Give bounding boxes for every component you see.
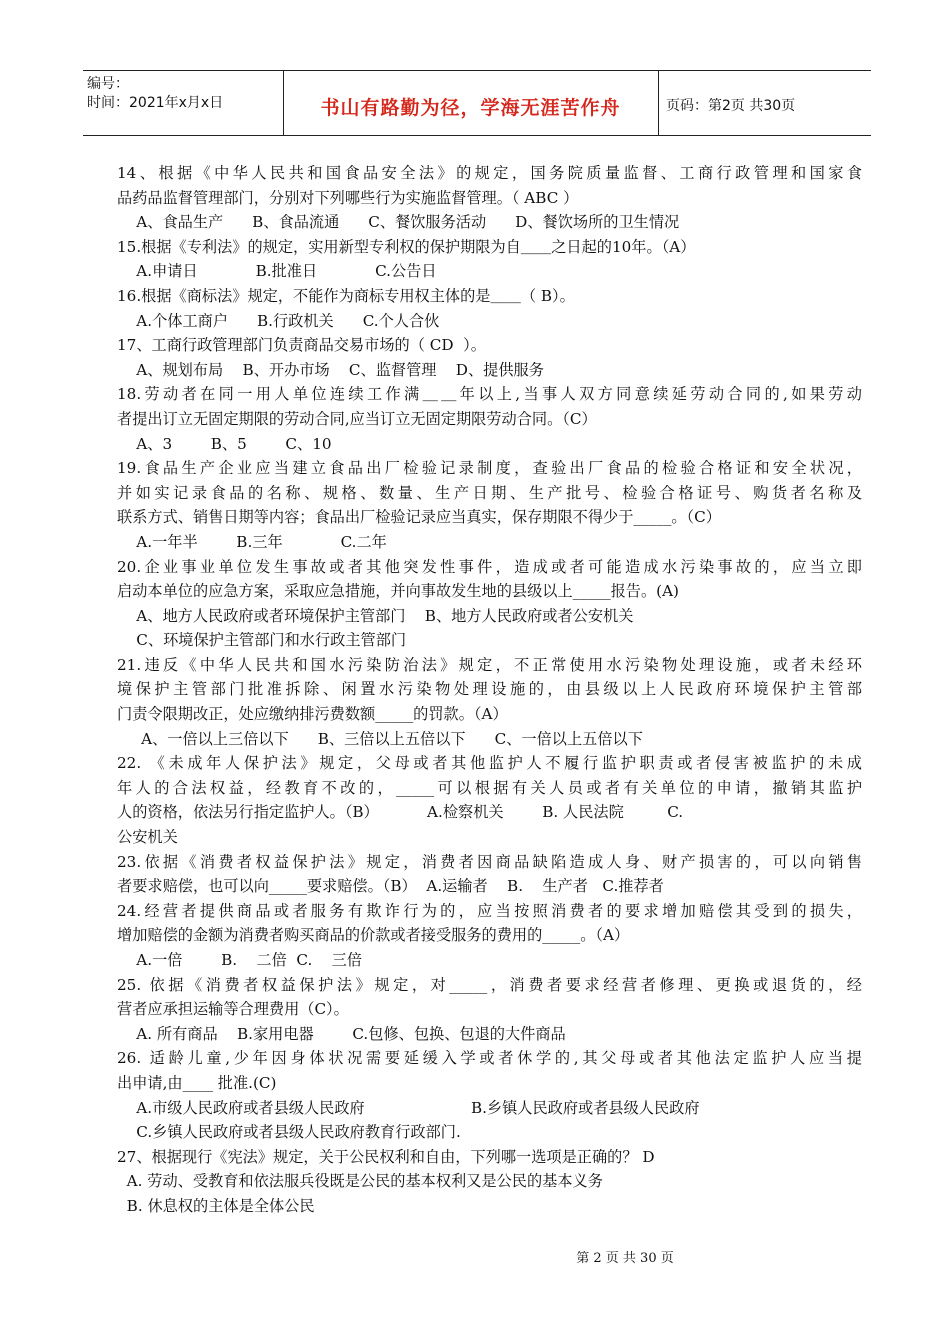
text-line: 并如实记录食品的名称、规格、数量、生产日期、生产批号、检验合格证号、购货者名称及 <box>117 483 862 502</box>
text-line: A、地方人民政府或者环境保护主管部门 B、地方人民政府或者公安机关 <box>117 606 634 625</box>
text-line: 24.经营者提供商品或者服务有欺诈行为的，应当按照消费者的要求增加赔偿其受到的损失， <box>117 901 862 920</box>
page-footer: 第 2 页 共 30 页 <box>576 1251 674 1266</box>
text-line: 人的资格，依法另行指定监护人。（B） A.检察机关 B. 人民法院 C. <box>117 803 684 822</box>
text-line: A、3 B、5 C、10 <box>117 434 332 453</box>
text-line: 23.依据《消费者权益保护法》规定，消费者因商品缺陷造成人身、财产损害的，可以向销售 <box>117 852 862 871</box>
text-line: 14、根据《中华人民共和国食品安全法》的规定，国务院质量监督、工商行政管理和国家食 <box>117 164 862 182</box>
text-line: 品药品监督管理部门，分别对下列哪些行为实施监督管理。（ ABC ） <box>117 188 579 207</box>
text-line: 25. 依据《消费者权益保护法》规定，对_____，消费者要求经营者修理、更换或退货的，经 <box>117 975 862 994</box>
text-line: 20.企业事业单位发生事故或者其他突发性事件，造成或者可能造成水污染事故的，应当立即 <box>117 557 862 576</box>
text-line: A.个体工商户 B.行政机关 C.个人合伙 <box>117 311 440 330</box>
text-line: 16.根据《商标法》规定，不能作为商标专用权主体的是＿＿（ B）。 <box>117 286 575 305</box>
text-line: A.申请日 B.批准日 C.公告日 <box>117 262 437 281</box>
text-line: 26. 适龄儿童,少年因身体状况需要延缓入学或者休学的,其父母或者其他法定监护人应当提 <box>117 1049 862 1068</box>
text-line: 启动本单位的应急方案，采取应急措施，并向事故发生地的县级以上_____报告。(A) <box>117 582 679 601</box>
text-line: 17、工商行政管理部门负责商品交易市场的（ CD ）。 <box>117 336 486 355</box>
text-line: 门责令限期改正，处应缴纳排污费数额_____的罚款。（A） <box>117 705 508 724</box>
text-line: 年人的合法权益，经教育不改的，_____可以根据有关人员或者有关单位的申请，撤销其监护 <box>117 778 862 797</box>
text-line: A、一倍以上三倍以下 B、三倍以上五倍以下 C、一倍以上五倍以下 <box>117 729 643 748</box>
text-line: A、规划布局 B、开办市场 C、监督管理 D、提供服务 <box>117 360 544 379</box>
document-number-label: 编号： <box>87 76 129 92</box>
text-line: C、环境保护主管部门和水行政主管部门 <box>117 631 407 650</box>
text-line: C.乡镇人民政府或者县级人民政府教育行政部门. <box>117 1123 461 1142</box>
page-header <box>83 70 871 136</box>
text-line: 公安机关 <box>117 828 178 847</box>
text-line: 增加赔偿的金额为消费者购买商品的价款或者接受服务的费用的_____。（A） <box>117 926 630 945</box>
text-line: A.市级人民政府或者县级人民政府 B.乡镇人民政府或者县级人民政府 <box>117 1098 700 1117</box>
text-line: 境保护主管部门批准拆除、闲置水污染物处理设施的，由县级以上人民政府环境保护主管部 <box>117 680 862 699</box>
document-body <box>117 161 862 1219</box>
text-line: 22. 《未成年人保护法》规定，父母或者其他监护人不履行监护职责或者侵害被监护的未成 <box>117 754 862 773</box>
document-time-label: 时间：2021年x月x日 <box>87 95 224 111</box>
text-line: 18.劳动者在同一用人单位连续工作满＿＿年以上,当事人双方同意续延劳动合同的,如果劳动 <box>117 385 862 404</box>
header-meta <box>87 75 223 113</box>
text-line: 者要求赔偿，也可以向_____要求赔偿。（B） A.运输者 B. 生产者 C.推荐者 <box>117 877 664 896</box>
text-line: A.一年半 B.三年 C.二年 <box>117 532 387 551</box>
text-line: A. 劳动、受教育和依法服兵役既是公民的基本权利又是公民的基本义务 <box>117 1172 603 1191</box>
text-line: 19.食品生产企业应当建立食品出厂检验记录制度，查验出厂食品的检验合格证和安全状况， <box>117 459 862 478</box>
header-motto: 书山有路勤为径，学海无涯苦作舟 <box>320 97 621 119</box>
text-line: 15.根据《专利法》的规定，实用新型专利权的保护期限为自＿＿之日起的10年。（A） <box>117 237 696 256</box>
text-line: B. 休息权的主体是全体公民 <box>117 1196 315 1215</box>
text-line: A、食品生产 B、食品流通 C、餐饮服务活动 D、餐饮场所的卫生情况 <box>117 213 680 232</box>
text-line: 者提出订立无固定期限的劳动合同,应当订立无固定期限劳动合同。（C） <box>117 409 597 428</box>
text-line: 出申请,由____ 批准.(C) <box>117 1073 277 1092</box>
text-line: 联系方式、销售日期等内容；食品出厂检验记录应当真实，保存期限不得少于_____。（C） <box>117 508 721 527</box>
header-page-label: 页码：第2页 共30页 <box>666 98 796 114</box>
header-divider-right <box>658 71 659 135</box>
text-line: A. 所有商品 B.家用电器 C.包修、包换、包退的大件商品 <box>117 1024 566 1043</box>
text-line: 21.违反《中华人民共和国水污染防治法》规定，不正常使用水污染物处理设施，或者未经环 <box>117 655 862 674</box>
text-line: 27、根据现行《宪法》规定，关于公民权利和自由，下列哪一选项是正确的？ D <box>117 1147 655 1166</box>
text-line: 营者应承担运输等合理费用（C）。 <box>117 1000 349 1019</box>
text-line: A.一倍 B. 二倍 C. 三倍 <box>117 951 363 969</box>
